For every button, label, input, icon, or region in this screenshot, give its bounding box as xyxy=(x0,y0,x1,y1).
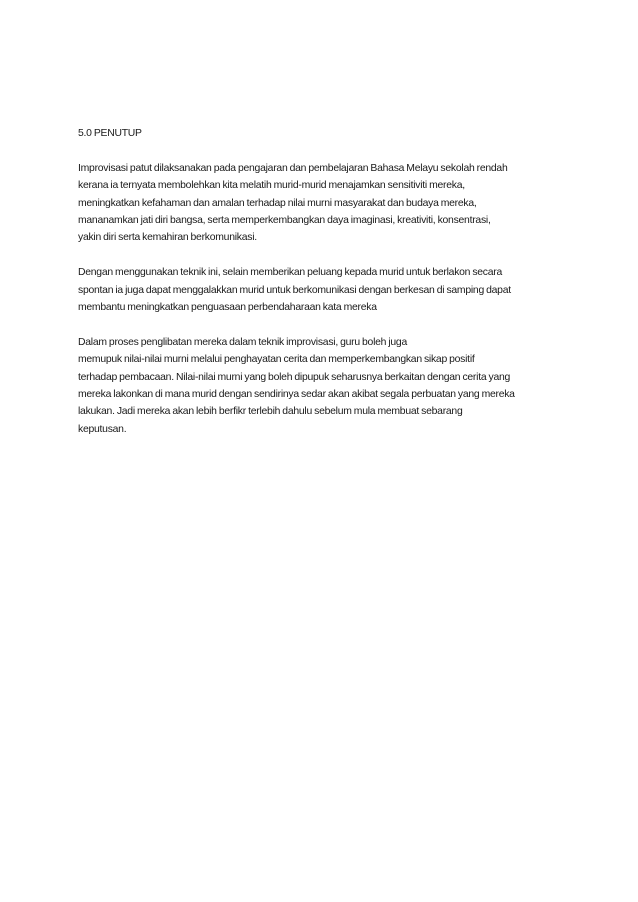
paragraph-line: spontan ia juga dapat menggalakkan murid untuk berkomunikasi dengan berkesan di samping dapat xyxy=(78,284,511,296)
paragraph-line: kerana ia ternyata membolehkan kita melatih murid-murid menajamkan sensitiviti mereka, xyxy=(78,180,465,192)
paragraph-1 xyxy=(78,160,568,247)
document-body xyxy=(78,125,568,456)
paragraph-line: memupuk nilai-nilai murni melalui penghayatan cerita dan memperkembangkan sikap positif xyxy=(78,354,475,366)
paragraph-line: lakukan. Jadi mereka akan lebih berfikr terlebih dahulu sebelum mula membuat sebarang xyxy=(78,406,463,418)
paragraph-line: membantu meningkatkan penguasaan perbendaharaan kata mereka xyxy=(78,302,377,314)
paragraph-line: Improvisasi patut dilaksanakan pada pengajaran dan pembelajaran Bahasa Melayu sekolah rendah xyxy=(78,162,508,174)
paragraph-3 xyxy=(78,334,568,438)
paragraph-line: mananamkan jati diri bangsa, serta memperkembangkan daya imaginasi, kreativiti, konsentrasi, xyxy=(78,215,491,227)
paragraph-line: Dengan menggunakan teknik ini, selain memberikan peluang kepada murid untuk berlakon secara xyxy=(78,267,503,279)
paragraph-line: Dalam proses penglibatan mereka dalam teknik improvisasi, guru boleh juga xyxy=(78,336,407,348)
paragraph-line: terhadap pembacaan. Nilai-nilai murni yang boleh dipupuk seharusnya berkaitan dengan cerita yang xyxy=(78,371,511,383)
paragraph-line: meningkatkan kefahaman dan amalan terhadap nilai murni masyarakat dan budaya mereka, xyxy=(78,197,477,209)
paragraph-line: yakin diri serta kemahiran berkomunikasi. xyxy=(78,232,257,244)
paragraph-2 xyxy=(78,264,568,316)
section-heading: 5.0 PENUTUP xyxy=(78,128,142,139)
paragraph-line: keputusan. xyxy=(78,423,127,435)
paragraph-line: mereka lakonkan di mana murid dengan sendirinya sedar akan akibat segala perbuatan yang mereka xyxy=(78,389,515,401)
